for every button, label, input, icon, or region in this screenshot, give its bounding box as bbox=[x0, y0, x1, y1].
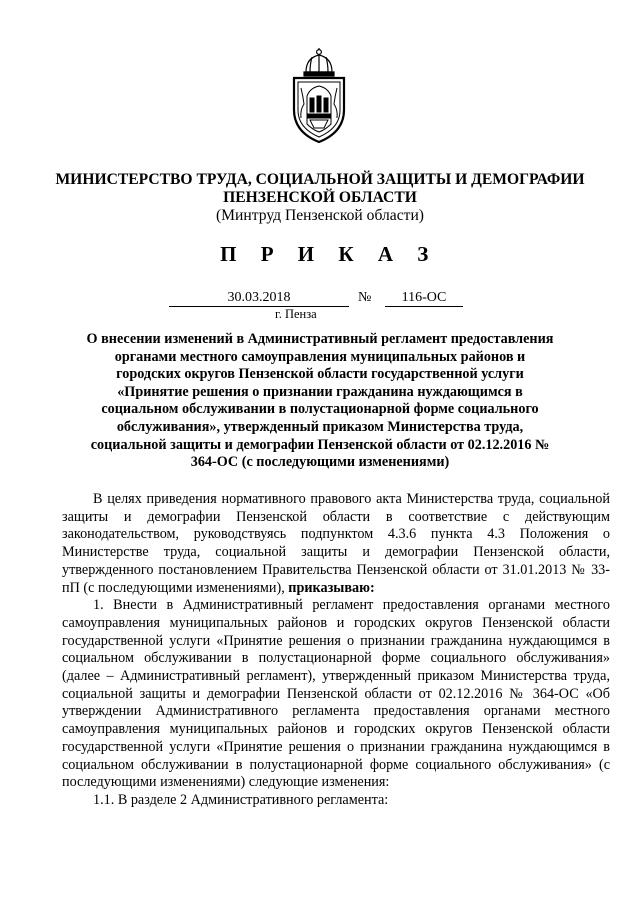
document-city: г. Пенза bbox=[275, 307, 317, 321]
order-verb: приказываю: bbox=[288, 579, 375, 596]
clause-1-paragraph: 1. Внести в Административный регламент предоставления органами местного самоуправления муниципальных районов и городских округов Пензенской области государственной услуги «Принятие решения о признании гражданина нуждающимся в социальном обслуживании в полустационарной форме социального обслуживания» (далее – Административный регламент), утвержденный приказом Министерства труда, социальной защиты и демографии Пензенской области от 02.12.2016 № 364-ОС «Об утверждении Административного регламента предоставления органами местного самоуправления муниципальных районов и городских округов Пензенской области государственной услуги «Принятие решения о признании гражданина нуждающимся в социальном обслуживании в полустационарной форме социального обслуживания» (с последующими изменениями) следующие изменения: bbox=[62, 597, 610, 791]
document-subject: О внесении изменений в Административный регламент предоставления органами местного самоуправления муниципальных районов и городских округов Пензенской области государственной услуги «Принятие решения о признании гражданина нуждающимся в социальном обслуживании в полустационарной форме социального обслуживания», утвержденный приказом Министерства труда, социальной защиты и демографии Пензенской области от 02.12.2016 № 364-ОС (с последующими изменениями) bbox=[86, 331, 554, 471]
organization-name-line1: МИНИСТЕРСТВО ТРУДА, СОЦИАЛЬНОЙ ЗАЩИТЫ И ДЕМОГРАФИИ bbox=[55, 171, 585, 188]
preamble-paragraph bbox=[62, 491, 610, 597]
document-body bbox=[62, 491, 610, 810]
document-date: 30.03.2018 bbox=[169, 290, 349, 307]
document-number: 116-ОС bbox=[385, 290, 463, 307]
clause-1-1-paragraph: 1.1. В разделе 2 Административного регламента: bbox=[93, 791, 389, 808]
organization-name-line2: ПЕНЗЕНСКОЙ ОБЛАСТИ bbox=[223, 189, 417, 206]
number-sign: № bbox=[358, 290, 372, 305]
organization-short-name: (Минтруд Пензенской области) bbox=[215, 207, 424, 224]
document-type-title: П Р И К А З bbox=[220, 242, 438, 266]
coat-of-arms-icon bbox=[290, 48, 348, 144]
preamble-text: В целях приведения нормативного правового акта Министерства труда, социальной защиты и демографии Пензенской области в соответствие с действующим законодательством, руководствуясь подпунктом 4.3.6 пункта 4.3 Положения о Министерстве труда, социальной защиты и демографии Пензенской области, утвержденного постановлением Правительства Пензенской области от 31.01.2013 № 33-пП (с последующими изменениями), bbox=[62, 491, 610, 596]
